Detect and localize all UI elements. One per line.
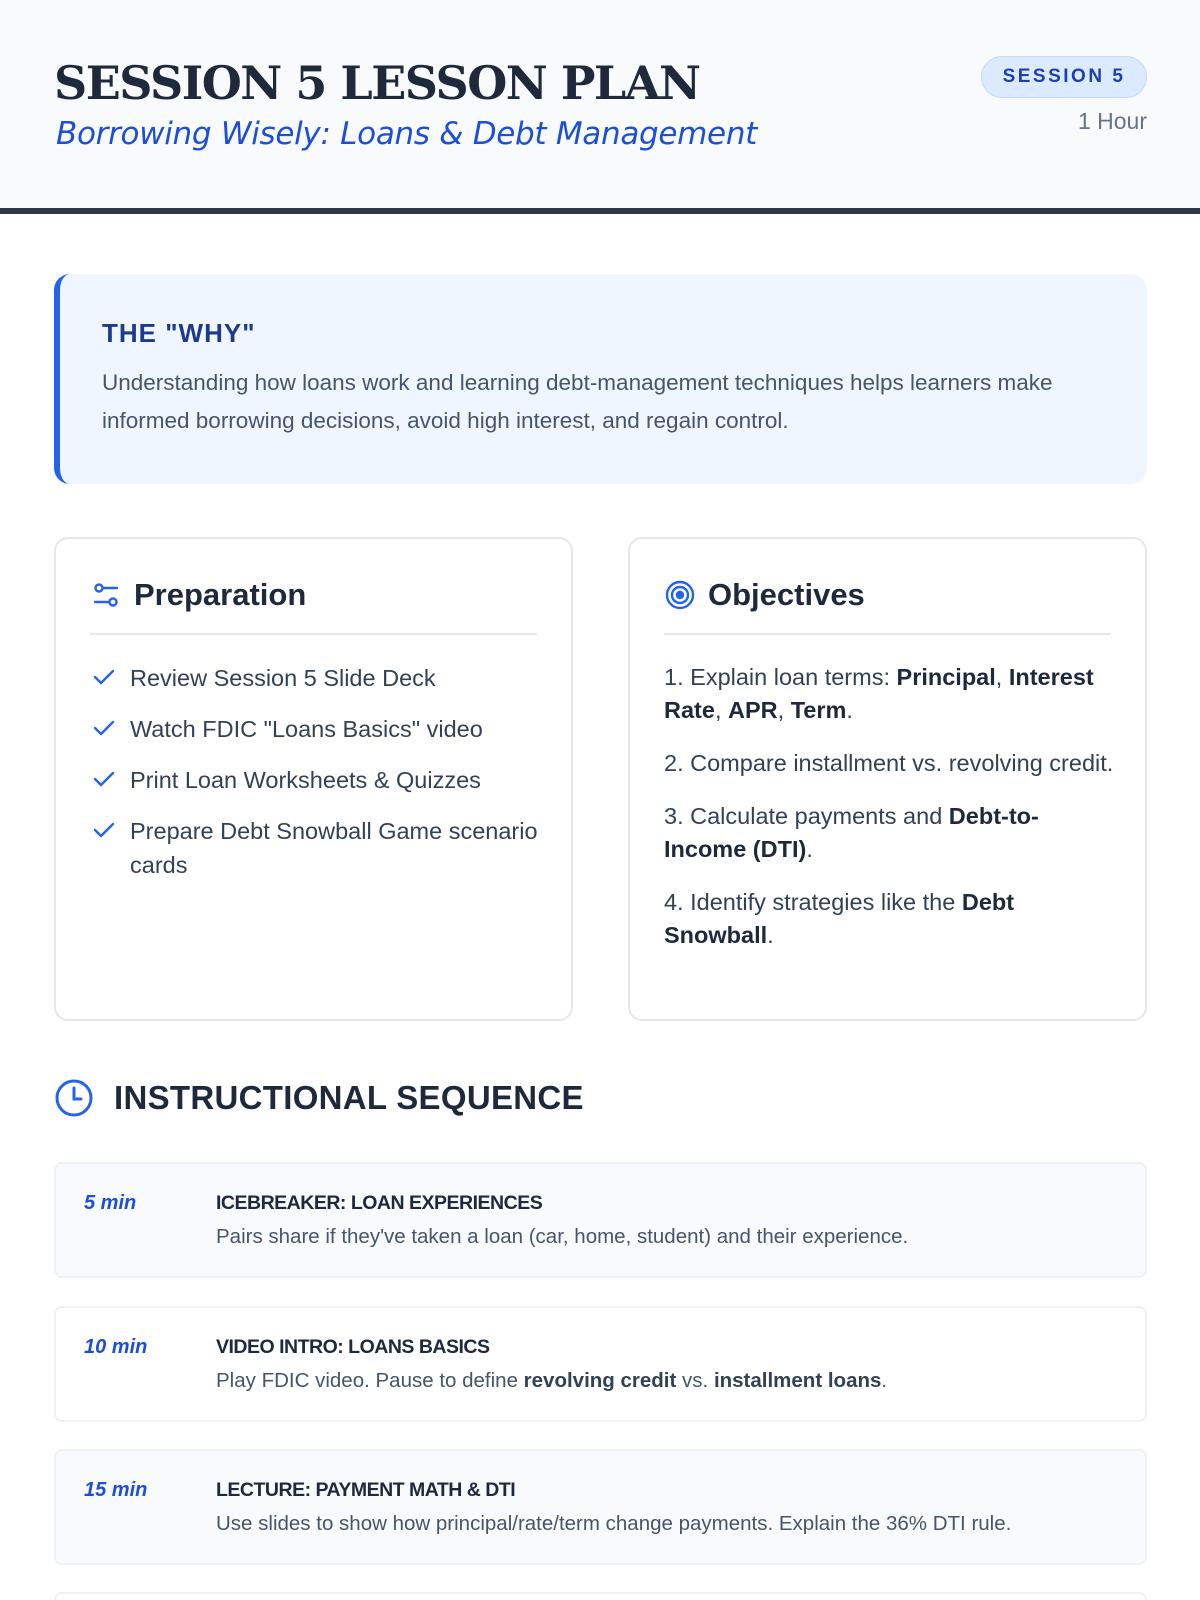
preparation-item-label: Watch FDIC "Loans Basics" video — [130, 716, 483, 742]
objective-item: 4. Identify strategies like the Debt Snowball. — [664, 889, 1015, 948]
preparation-item-label: Print Loan Worksheets & Quizzes — [130, 767, 481, 793]
check-icon — [92, 665, 116, 689]
sliders-icon — [90, 579, 122, 611]
preparation-item — [92, 712, 542, 746]
preparation-card — [54, 537, 573, 1021]
sequence-row — [54, 1306, 1147, 1422]
preparation-item-label: Review Session 5 Slide Deck — [130, 665, 436, 691]
row-description: Pairs share if they've taken a loan (car, home, student) and their experience. — [216, 1225, 909, 1248]
sequence-row — [54, 1592, 1147, 1600]
why-text: Understanding how loans work and learning debt-management techniques helps learners make informed borrowing decisions, avoid high interest, and regain control. — [102, 370, 1053, 433]
row-description: Use slides to show how principal/rate/term change payments. Explain the 36% DTI rule. — [216, 1512, 1012, 1535]
objective-item: 3. Calculate payments and Debt-to-Income (DTI). — [664, 803, 1039, 862]
page-title: SESSION 5 LESSON PLAN — [54, 56, 700, 110]
check-icon — [92, 818, 116, 842]
objective-item: 1. Explain loan terms: Principal, Interest Rate, APR, Term. — [664, 664, 1094, 723]
sequence-title: INSTRUCTIONAL SEQUENCE — [114, 1079, 584, 1116]
clock-icon — [54, 1078, 94, 1118]
objective-item: 2. Compare installment vs. revolving credit. — [664, 750, 1114, 776]
target-icon — [664, 579, 696, 611]
preparation-item — [92, 661, 542, 695]
row-time: 15 min — [84, 1479, 148, 1501]
row-time: 10 min — [84, 1336, 148, 1358]
why-callout — [54, 274, 1147, 484]
row-description: Play FDIC video. Pause to define revolving credit vs. installment loans. — [216, 1369, 888, 1392]
page-header — [0, 0, 1200, 214]
row-title: ICEBREAKER: LOAN EXPERIENCES — [216, 1192, 543, 1214]
why-title: THE "WHY" — [102, 318, 256, 348]
preparation-list — [92, 661, 542, 899]
check-icon — [92, 716, 116, 740]
sequence-row — [54, 1449, 1147, 1565]
preparation-title: Preparation — [134, 577, 307, 612]
preparation-item — [92, 763, 542, 797]
preparation-item-label: Prepare Debt Snowball Game scenario cards — [130, 818, 538, 878]
row-title: LECTURE: PAYMENT MATH & DTI — [216, 1479, 516, 1501]
duration-label: 1 Hour — [1077, 108, 1147, 134]
session-badge: SESSION 5 — [981, 56, 1147, 98]
objectives-card — [628, 537, 1147, 1021]
sequence-row — [54, 1162, 1147, 1278]
objectives-header — [664, 577, 1111, 635]
objectives-title: Objectives — [708, 577, 865, 612]
sequence-header — [54, 1078, 584, 1118]
preparation-header — [90, 577, 537, 635]
row-time: 5 min — [84, 1192, 137, 1214]
row-title: VIDEO INTRO: LOANS BASICS — [216, 1336, 490, 1358]
page-subtitle: Borrowing Wisely: Loans & Debt Management — [56, 116, 758, 152]
preparation-item — [92, 814, 542, 882]
objectives-list — [664, 661, 1114, 972]
check-icon — [92, 767, 116, 791]
